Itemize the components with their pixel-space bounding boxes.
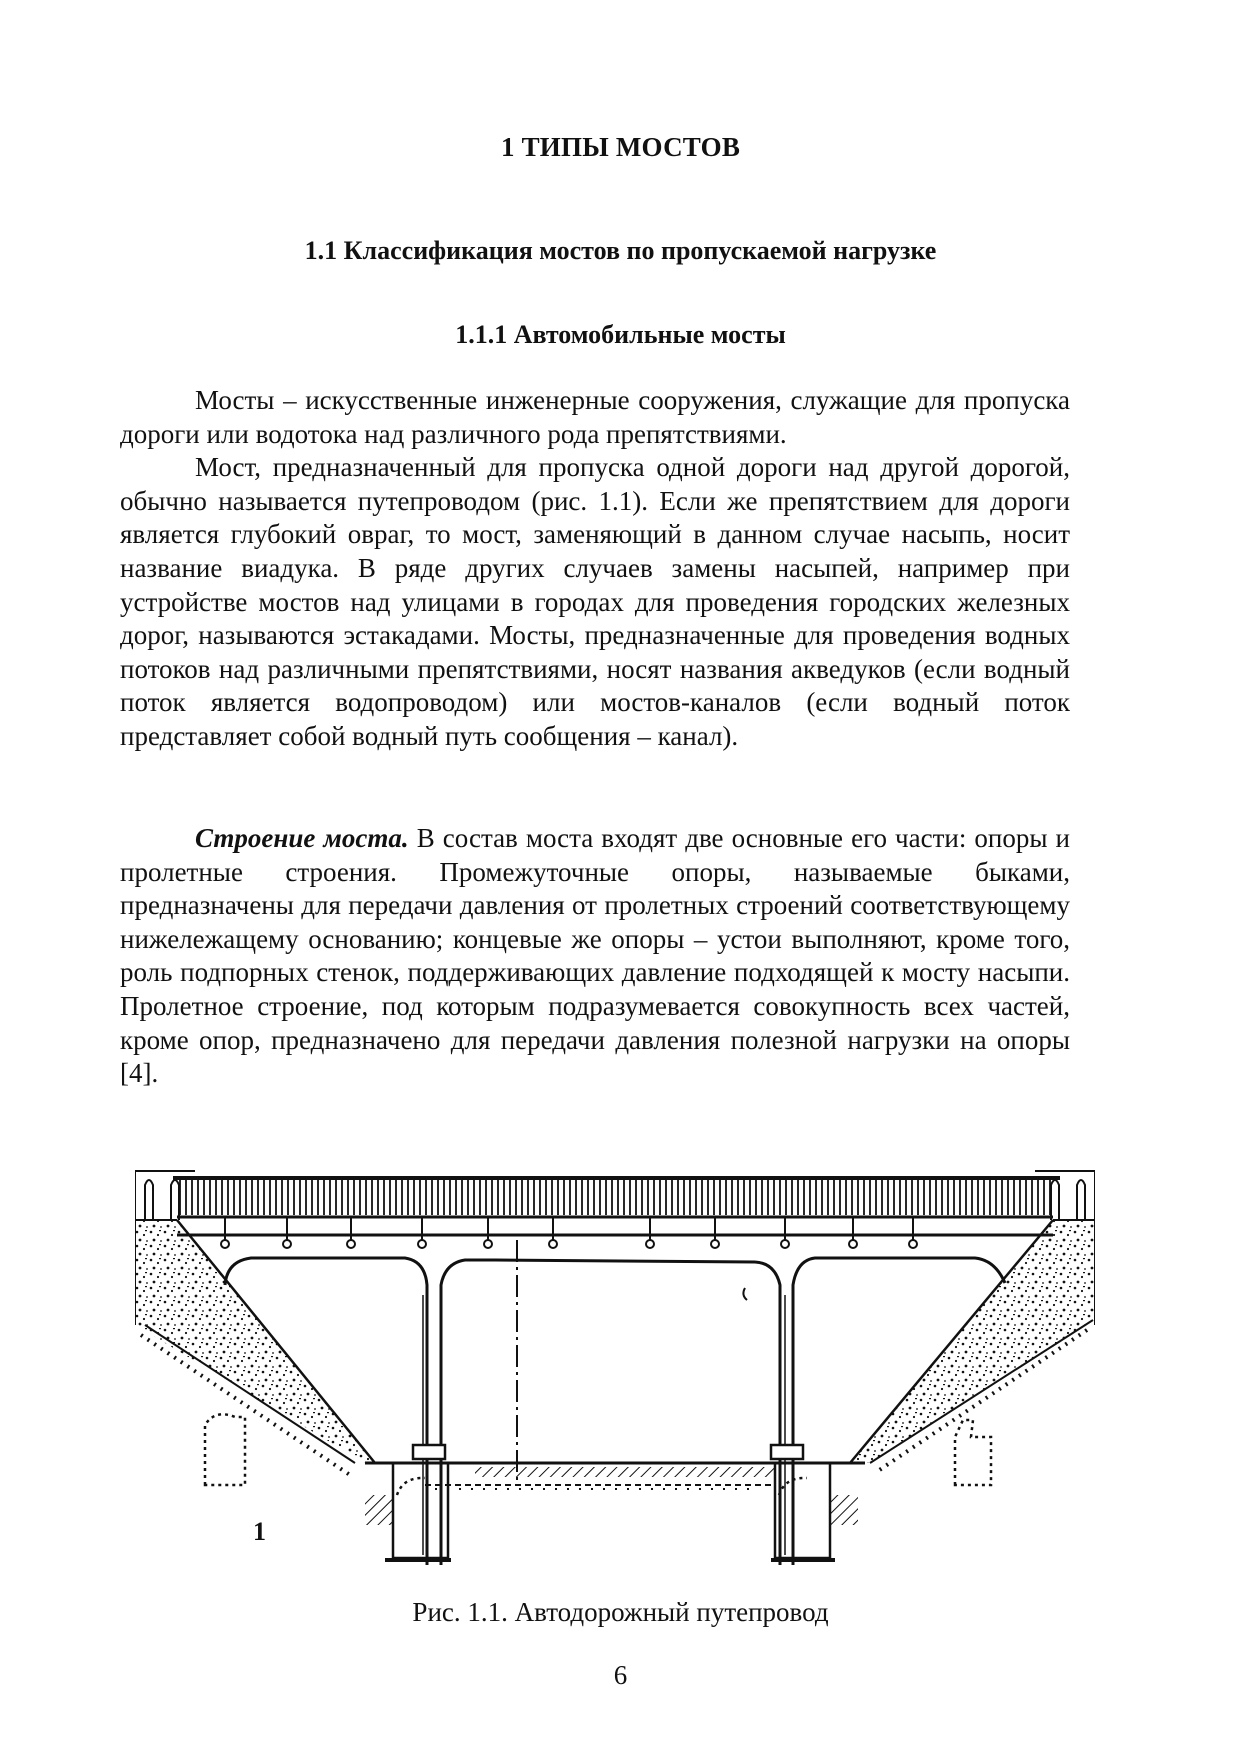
pier-bearings	[413, 1445, 803, 1459]
figure-bridge-drawing	[135, 1145, 1095, 1565]
deck-brackets	[221, 1217, 917, 1248]
foundations	[365, 1463, 858, 1560]
paragraph: Мосты – искусственные инженерные сооружения, служащие для пропуска дороги или водотока над различного рода препятствиями.	[120, 385, 1070, 449]
figure-caption: Рис. 1.1. Автодорожный путепровод	[412, 1597, 829, 1627]
page-number: 6	[613, 1660, 628, 1690]
chapter-title: 1 ТИПЫ МОСТОВ	[500, 132, 741, 162]
paragraph: Мост, предназначенный для пропуска одной дороги над другой дорогой, обычно называется путепроводом (рис. 1.1). Если же препятствием для дороги является глубокий овраг, то мост, заменяющий в данном случае насыпь, носит название виадука. В ряде других случаев замены насыпей, например при устройстве мостов над улицами в городах для проведения городских железных дорог, называются эстакадами. Мосты, предназначенные для проведения водных потоков над различными препятствиями, носят названия акведуков (если водный поток является водопроводом) или мостов-каналов (если водный поток представляет собой водный путь сообщения – канал).	[120, 452, 1070, 751]
paragraph	[120, 822, 1070, 1091]
bridge-railing	[173, 1178, 1060, 1235]
figure-label-1: 1	[253, 1517, 266, 1546]
body-text-block-2	[120, 822, 1070, 1091]
bridge-overpass-drawing	[135, 1145, 1095, 1565]
body-text-block-1	[120, 384, 1070, 754]
section-title: 1.1 Классификация мостов по пропускаемой нагрузке	[304, 236, 937, 265]
subsection-title: 1.1.1 Автомобильные мосты	[455, 320, 786, 349]
paragraph-body: В состав моста входят две основные его части: опоры и пролетные строения. Промежуточные опоры, называемые быками, предназначены для передачи давления от пролетных строений соответствующему нижележащему основанию; концевые же опоры – устои выполняют, кроме того, роль подпорных стенок, поддерживающих давление подходящей к мосту насыпи. Пролетное строение, под которым подразумевается совокупность всех частей, кроме опор, предназначено для передачи давления полезной нагрузки на опоры [4].	[120, 823, 1070, 1089]
paragraph-lead: Строение моста.	[195, 823, 409, 853]
drawing-mark	[743, 1288, 747, 1300]
span-frame	[225, 1258, 1005, 1565]
